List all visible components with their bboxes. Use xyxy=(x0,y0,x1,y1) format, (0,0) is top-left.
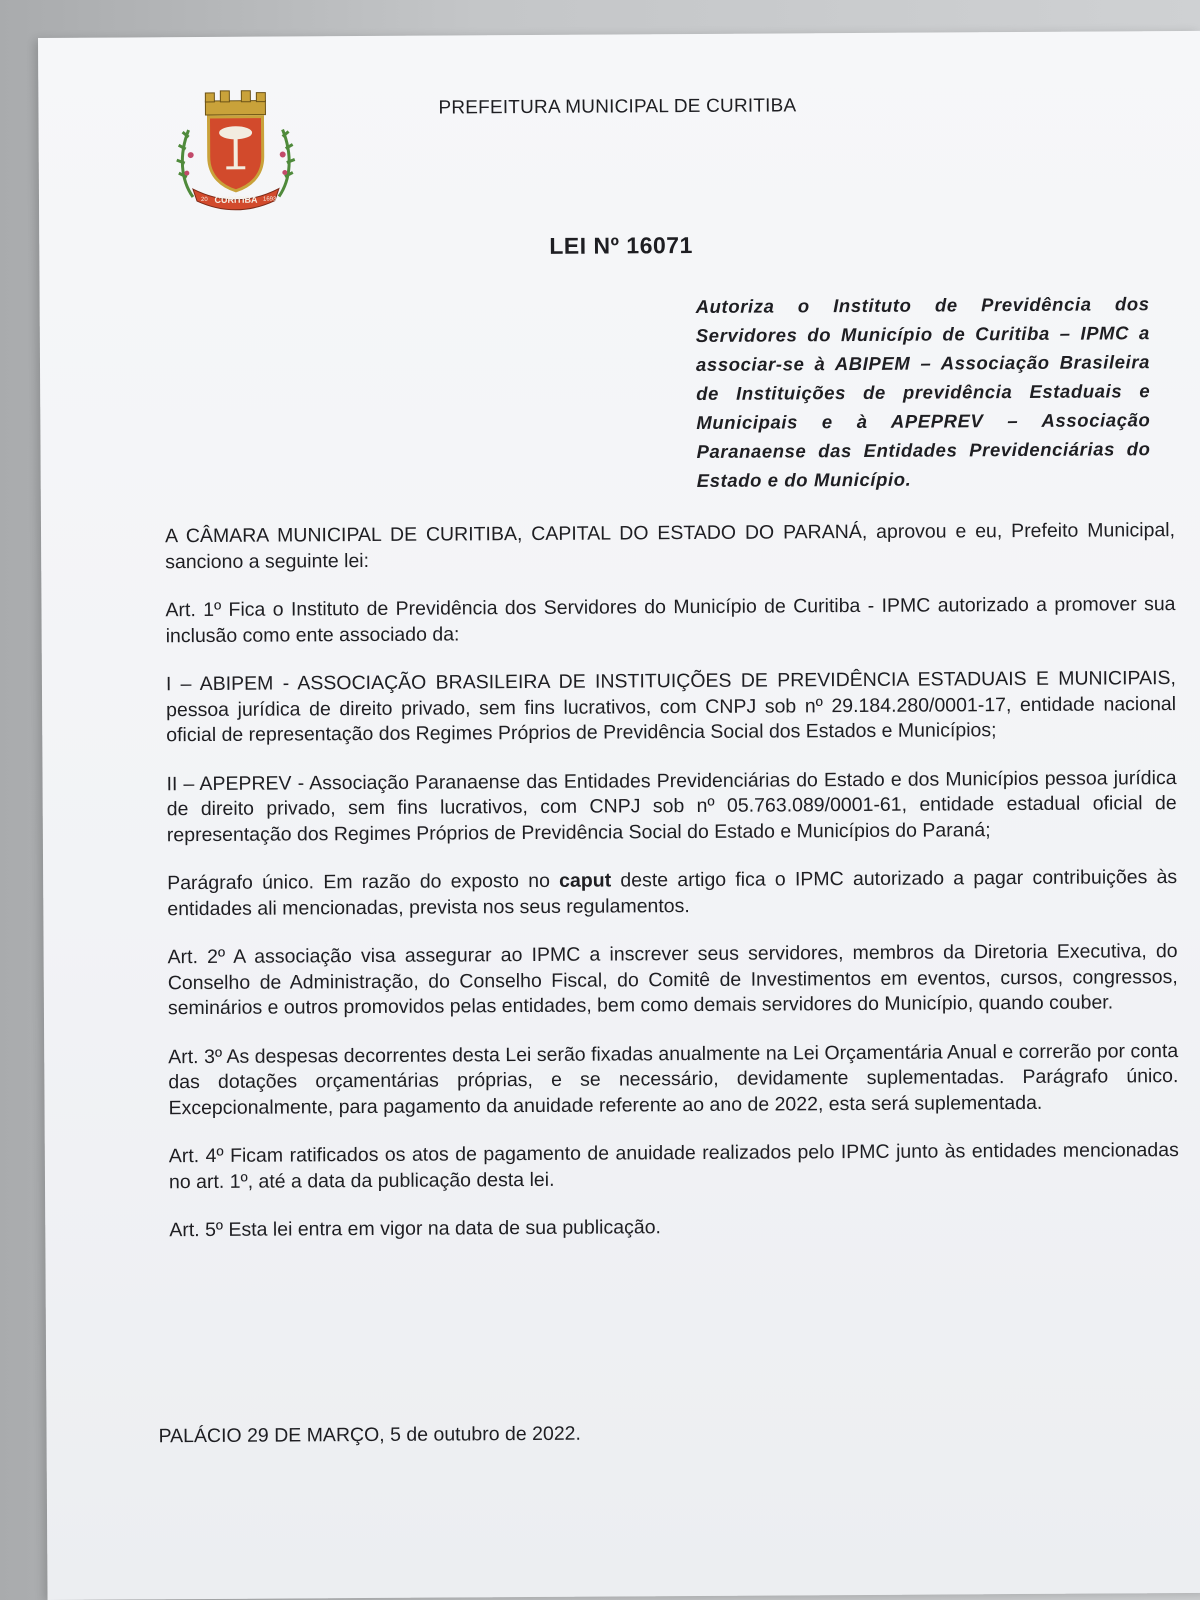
inciso-2-paragraph: II – APEPREV - Associação Paranaense das Entidades Previdenciárias do Estado e dos Municípios pessoa jurídica de direito privado, sem fins lucrativos, com CNPJ sob nº 05.763.089/0001-61, entidade estadual oficial de representação dos Regimes Próprios de Previdência Social do Estado e Municípios do Paraná; xyxy=(166,766,1177,846)
preamble-paragraph: A CÂMARA MUNICIPAL DE CURITIBA, CAPITAL DO ESTADO DO PARANÁ, aprovou e eu, Prefeito Municipal, sanciono a seguinte lei: xyxy=(164,519,1176,573)
article-1-paragraph: Art. 1º Fica o Instituto de Previdência dos Servidores do Município de Curitiba - IPMC autorizado a promover sua inclusão como ente associado da: xyxy=(165,593,1176,647)
wreath-left xyxy=(177,130,193,197)
law-document-page xyxy=(38,31,1200,1600)
article-2-paragraph: Art. 2º A associação visa assegurar ao IPMC a inscrever seus servidores, membros da Diretoria Executiva, do Conselho de Administração, do Conselho Fiscal, do Comitê de Investimentos em eventos, cursos, congressos, seminários e outros promovidos pelas entidades, bem como demais servidores do Município, quando couber. xyxy=(167,940,1178,1020)
article-4-paragraph: Art. 4º Ficam ratificados os atos de pagamento de anuidade realizados pelo IPMC junto às entidades mencionadas no art. 1º, até a data da publicação desta lei. xyxy=(168,1139,1179,1193)
law-title: LEI Nº 16071 xyxy=(549,232,693,259)
curitiba-coat-of-arms-logo xyxy=(170,84,301,215)
single-paragraph-art1 xyxy=(167,865,1177,922)
caput-term: caput xyxy=(559,869,612,892)
ribbon-text: CURITIBA xyxy=(214,194,258,205)
article-5-paragraph: Art. 5º Esta lei entra em vigor na data de sua publicação. xyxy=(169,1216,661,1242)
institution-header: PREFEITURA MUNICIPAL DE CURITIBA xyxy=(438,95,797,119)
single-paragraph-text-end: deste artigo fica o IPMC autorizado a pagar contribuições às entidades ali mencionadas, prevista nos seus regulamentos. xyxy=(167,866,1178,920)
law-body xyxy=(165,518,1180,1267)
single-paragraph-text-start: Parágrafo único. Em razão do exposto no xyxy=(167,869,560,895)
mural-crown xyxy=(205,91,265,115)
ribbon-year-left: 20 xyxy=(200,196,208,204)
ribbon-year-right: 1693 xyxy=(262,196,277,203)
article-3-paragraph: Art. 3º As despesas decorrentes desta Lei serão fixadas anualmente na Lei Orçamentária Anual e correrão por conta das dotações orçamentárias próprias, e se necessário, devidamente suplementadas. Parágrafo único. Excepcionalmente, para pagamento da anuidade referente ao ano de 2022, esta será suplementada. xyxy=(168,1039,1179,1119)
inciso-1-paragraph: I – ABIPEM - ASSOCIAÇÃO BRASILEIRA DE INSTITUIÇÕES DE PREVIDÊNCIA ESTADUAIS E MUNICIPAIS, pessoa jurídica de direito privado, sem fins lucrativos, com CNPJ sob nº 29.184.280/0001-17, entidade nacional oficial de representação dos Regimes Próprios de Previdência Social dos Estados e Municípios; xyxy=(165,667,1177,747)
place-and-date: PALÁCIO 29 DE MARÇO, 5 de outubro de 2022. xyxy=(158,1422,581,1448)
wreath-right xyxy=(279,129,295,196)
law-summary-ementa: Autoriza o Instituto de Previdência dos Servidores do Município de Curitiba – IPMC a associar-se à ABIPEM – Associação Brasileira de Instituições de previdência Estaduais e Municipais e à APEPREV – Associação Paranaense das Entidades Previdenciárias do Estado e do Município. xyxy=(695,293,1151,491)
